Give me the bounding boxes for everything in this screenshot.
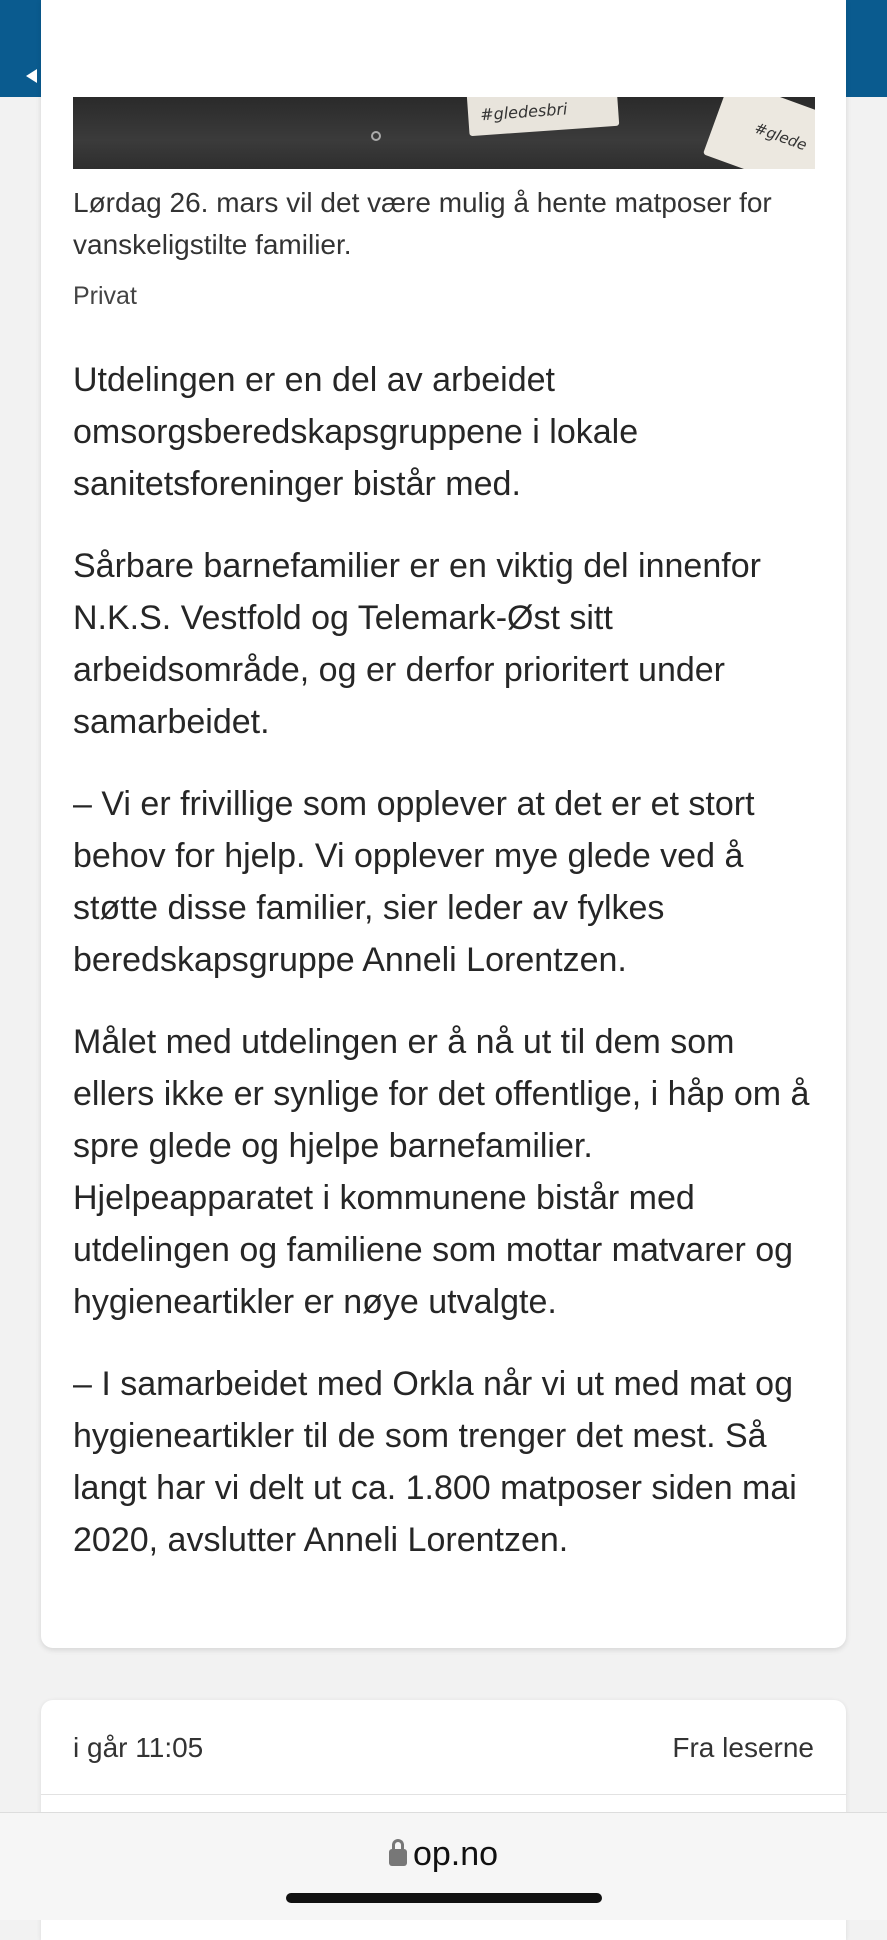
back-arrow-icon xyxy=(26,69,37,83)
article-body xyxy=(73,354,821,1596)
article-category[interactable]: Fra leserne xyxy=(672,1732,814,1763)
browser-address-bar[interactable] xyxy=(0,1812,887,1920)
photo-tag: #glede xyxy=(703,97,815,169)
photo-grommet xyxy=(371,131,381,141)
article-paragraph: – Vi er frivillige som opplever at det er et stort behov for hjelp. Vi opplever mye glede ved å støtte disse familier, sier leder av fylkes beredskapsgruppe Anneli Lorentzen. xyxy=(73,785,755,979)
url-display[interactable] xyxy=(0,1835,887,1874)
article-paragraph: Utdelingen er en del av arbeidet omsorgsberedskapsgruppene i lokale sanitetsforeninger bistår med. xyxy=(73,361,639,503)
photo-caption: Lørdag 26. mars vil det være mulig å hente matposer for vanskeligstilte familier. xyxy=(73,187,772,260)
article-photo xyxy=(73,97,815,169)
photo-credit: Privat xyxy=(73,282,137,310)
article-paragraph: Sårbare barnefamilier er en viktig del innenfor N.K.S. Vestfold og Telemark-Øst sitt arbeidsområde, og er derfor prioritert under samarbeidet. xyxy=(73,547,761,741)
home-indicator[interactable] xyxy=(286,1893,602,1903)
photo-tag: #gledesbri xyxy=(467,97,620,136)
lock-icon xyxy=(389,1849,407,1866)
url-text: op.no xyxy=(412,1835,499,1873)
article-timestamp: i går 11:05 xyxy=(73,1732,204,1763)
article-paragraph: – I samarbeidet med Orkla når vi ut med mat og hygieneartikler til de som trenger det mest. Så langt har vi delt ut ca. 1.800 matposer siden mai 2020, avslutter Anneli Lorentzen. xyxy=(73,1365,797,1559)
article-paragraph: Målet med utdelingen er å nå ut til dem som ellers ikke er synlige for det offentlige, i håp om å spre glede og hjelpe barnefamilier. Hjelpeapparatet i kommunene bistår med utdelingen og familiene som mottar matvarer og hygieneartikler er nøye utvalgte. xyxy=(73,1023,810,1321)
divider xyxy=(41,1794,846,1795)
